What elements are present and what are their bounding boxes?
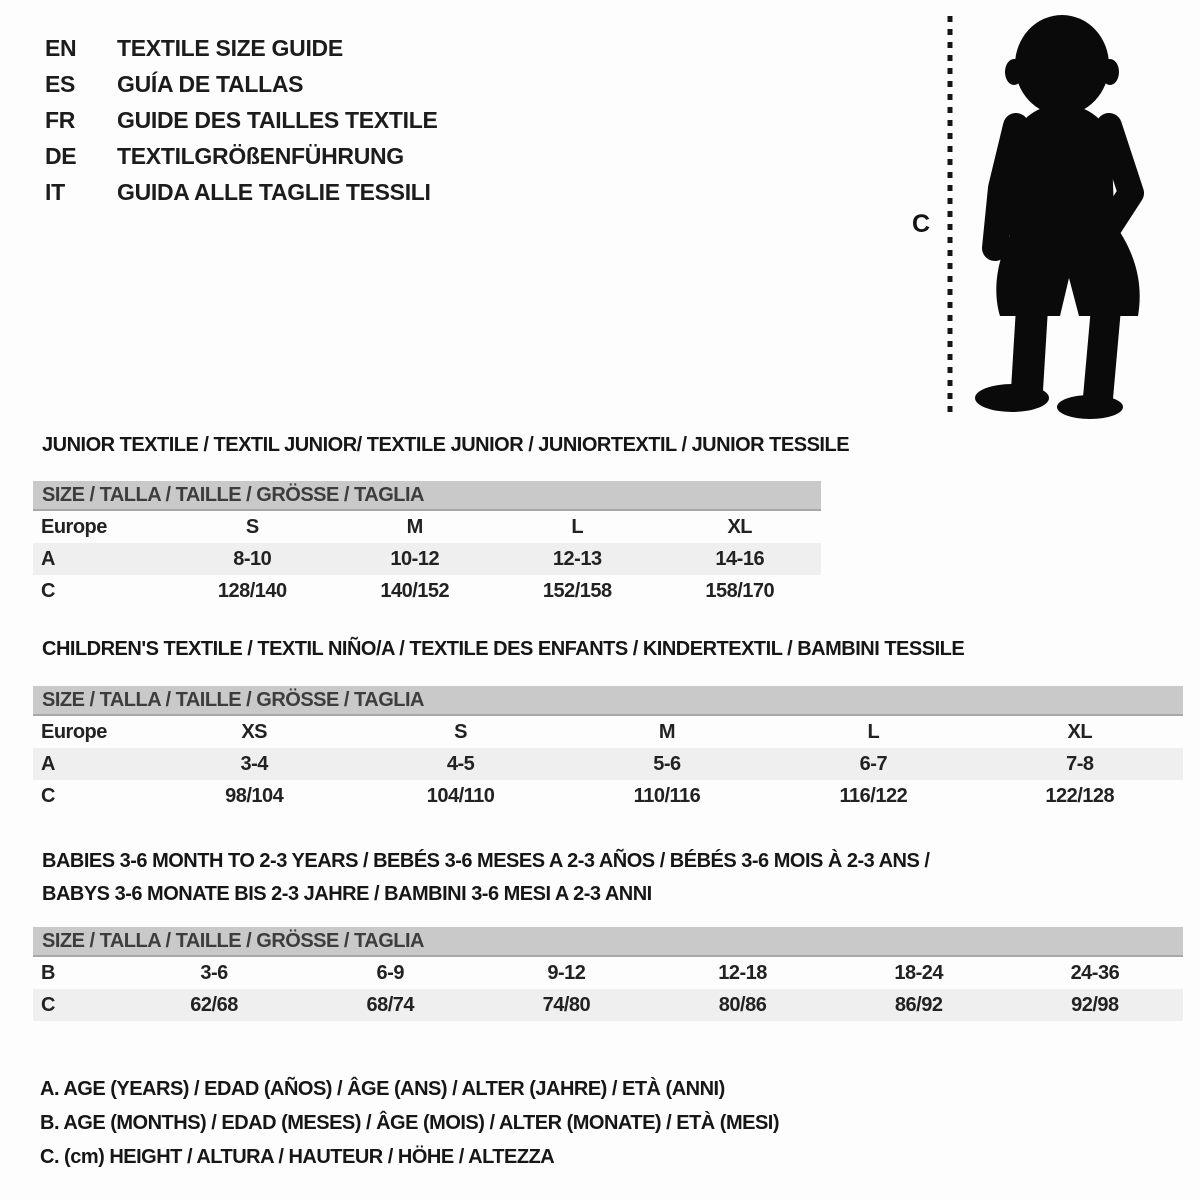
size-cell: 116/122: [839, 784, 908, 807]
toddler-silhouette: [900, 8, 1150, 420]
legend-line: B. AGE (MONTHS) / EDAD (MESES) / ÂGE (MOIS) / ALTER (MONATE) / ETÀ (MESI): [40, 1112, 780, 1134]
height-measure-label: C: [912, 210, 930, 238]
table-row: [33, 716, 1183, 748]
size-cell: S: [454, 720, 467, 743]
head: [1015, 15, 1109, 115]
legend-line: A. AGE (YEARS) / EDAD (AÑOS) / ÂGE (ANS) / ALTER (JAHRE) / ETÀ (ANNI): [40, 1078, 725, 1100]
size-header-bar: SIZE / TALLA / TAILLE / GRÖSSE / TAGLIA: [33, 481, 821, 511]
section-title-babies: [42, 845, 929, 911]
row-label: Europe: [41, 515, 107, 538]
language-title: GUÍA DE TALLAS: [117, 71, 304, 97]
table-row: [33, 543, 821, 575]
size-cell: 7-8: [1066, 752, 1094, 775]
size-cell: 9-12: [547, 961, 586, 984]
babies-title-line-1: BABIES 3-6 MONTH TO 2-3 YEARS / BEBÉS 3-6 MESES A 2-3 AÑOS / BÉBÉS 3-6 MOIS À 2-3 ANS /: [42, 850, 930, 872]
language-code: EN: [45, 35, 77, 61]
size-cell: 110/116: [633, 784, 701, 807]
table-row: [33, 957, 1183, 989]
foot-left: [975, 384, 1049, 412]
language-row: [45, 102, 438, 138]
size-cell: 12-13: [552, 547, 602, 570]
toddler-figure: [900, 8, 1150, 420]
row-label: C: [41, 993, 55, 1016]
babies-size-table: [33, 927, 1183, 1021]
row-label: C: [41, 579, 55, 602]
toddler-body: [975, 15, 1140, 419]
size-cell: 5-6: [653, 752, 681, 775]
size-cell: 68/74: [366, 993, 415, 1016]
size-cell: 80/86: [718, 993, 767, 1016]
language-code: FR: [45, 107, 76, 133]
language-title: GUIDA ALLE TAGLIE TESSILI: [117, 179, 431, 205]
ear-right: [1101, 59, 1119, 85]
size-cell: 14-16: [715, 547, 765, 570]
size-cell: 104/110: [426, 784, 495, 807]
size-cell: 152/158: [542, 579, 612, 602]
leg-right: [1098, 308, 1106, 398]
legend-line: C. (cm) HEIGHT / ALTURA / HAUTEUR / HÖHE / ALTEZZA: [40, 1146, 555, 1168]
size-cell: 3-4: [240, 752, 268, 775]
size-cell: L: [867, 720, 880, 743]
size-table: [33, 511, 821, 607]
language-row: [45, 30, 438, 66]
row-label: A: [41, 547, 55, 570]
size-cell: 86/92: [894, 993, 943, 1016]
size-cell: 140/152: [380, 579, 450, 602]
leg-left: [1027, 308, 1032, 390]
language-title: TEXTILE SIZE GUIDE: [117, 35, 343, 61]
size-cell: 6-7: [859, 752, 888, 775]
language-code: ES: [45, 71, 76, 97]
table-row: [33, 780, 1183, 812]
size-header-bar: SIZE / TALLA / TAILLE / GRÖSSE / TAGLIA: [33, 927, 1183, 957]
size-table: [33, 957, 1183, 1021]
row-label: A: [41, 752, 55, 775]
size-cell: 122/128: [1045, 784, 1115, 807]
junior-size-table: [33, 481, 821, 607]
size-cell: M: [406, 515, 423, 538]
language-code: IT: [45, 179, 65, 205]
language-title: TEXTILGRÖßENFÜHRUNG: [117, 143, 404, 169]
size-cell: 92/98: [1071, 993, 1119, 1016]
language-row: [45, 174, 438, 210]
section-title-junior: JUNIOR TEXTILE / TEXTIL JUNIOR/ TEXTILE JUNIOR / JUNIORTEXTIL / JUNIOR TESSILE: [42, 434, 850, 456]
ear-left: [1005, 59, 1023, 85]
size-cell: 98/104: [225, 784, 284, 807]
size-cell: 158/170: [705, 579, 775, 602]
language-code: DE: [45, 143, 77, 169]
size-header-bar: SIZE / TALLA / TAILLE / GRÖSSE / TAGLIA: [33, 686, 1183, 716]
size-cell: M: [658, 720, 676, 743]
size-cell: 12-18: [718, 961, 767, 984]
size-cell: 18-24: [894, 961, 944, 984]
language-title: GUIDE DES TAILLES TEXTILE: [117, 107, 438, 133]
size-cell: 74/80: [542, 993, 591, 1016]
babies-title-line-2: BABYS 3-6 MONATE BIS 2-3 JAHRE / BAMBINI 3-6 MESI A 2-3 ANNI: [42, 883, 652, 905]
size-cell: 8-10: [233, 547, 272, 570]
section-title-children: CHILDREN'S TEXTILE / TEXTIL NIÑO/A / TEXTILE DES ENFANTS / KINDERTEXTIL / BAMBINI TESSILE: [42, 638, 965, 660]
language-title-list: [45, 30, 438, 210]
row-label: B: [41, 961, 55, 984]
row-label: Europe: [41, 720, 107, 743]
children-size-table: [33, 686, 1183, 812]
size-cell: XL: [1067, 720, 1093, 743]
table-row: [33, 511, 821, 543]
size-cell: 4-5: [446, 752, 475, 775]
language-row: [45, 138, 438, 174]
size-table: [33, 716, 1183, 812]
measurement-legend: [40, 1072, 779, 1174]
size-cell: 128/140: [217, 579, 287, 602]
table-row: [33, 575, 821, 607]
language-row: [45, 66, 438, 102]
size-cell: 24-36: [1070, 961, 1120, 984]
size-cell: L: [571, 515, 584, 538]
size-cell: 6-9: [376, 961, 404, 984]
row-label: C: [41, 784, 55, 807]
size-cell: 62/68: [190, 993, 238, 1016]
table-row: [33, 748, 1183, 780]
size-cell: XS: [241, 720, 268, 743]
size-cell: S: [245, 515, 259, 538]
size-cell: XL: [727, 515, 753, 538]
foot-right: [1057, 395, 1123, 419]
size-cell: 10-12: [390, 547, 440, 570]
size-cell: 3-6: [200, 961, 228, 984]
table-row: [33, 989, 1183, 1021]
